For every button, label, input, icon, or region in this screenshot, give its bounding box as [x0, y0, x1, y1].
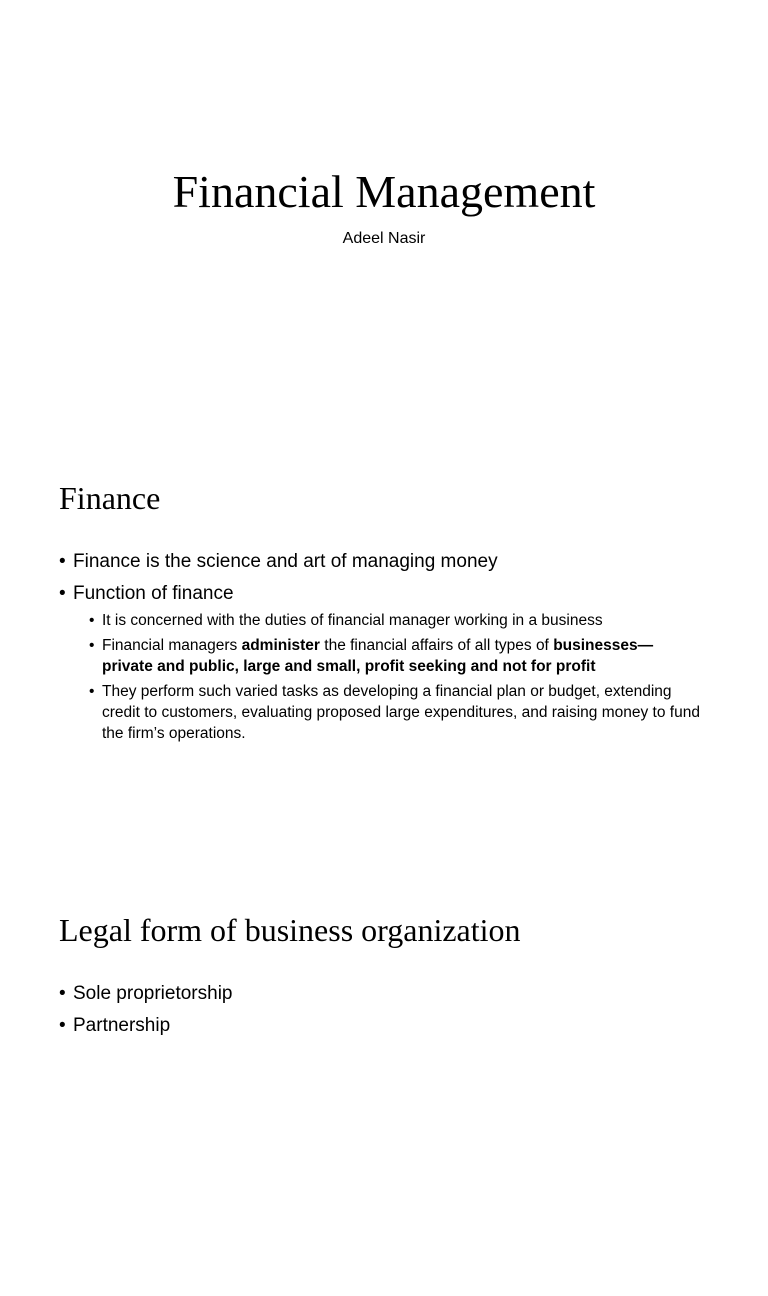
sub-bullet-text-part: the financial affairs of all types of	[319, 637, 554, 654]
legal-form-slide	[0, 864, 768, 1296]
bullet-icon: •	[59, 551, 66, 572]
legal-form-heading: Legal form of business organization	[59, 912, 521, 948]
bullet-icon: •	[89, 637, 95, 654]
list-item	[59, 550, 719, 574]
finance-sub-bullet-list	[73, 610, 719, 744]
author-name: Adeel Nasir	[342, 230, 426, 247]
finance-heading: Finance	[59, 480, 161, 516]
title-slide	[0, 0, 768, 432]
bullet-icon: •	[59, 983, 66, 1004]
sub-list-item	[89, 681, 702, 744]
bullet-text: Finance is the science and art of managing money	[73, 551, 498, 572]
sub-bullet-bold-text: businesses—private and public, large and small, profit seeking and not for profit	[102, 637, 654, 675]
finance-bullet-list	[59, 550, 719, 752]
list-item	[59, 982, 719, 1006]
legal-form-bullet-list	[59, 982, 719, 1046]
sub-bullet-text-part: Financial managers	[102, 637, 242, 654]
sub-bullet-text: They perform such varied tasks as developing a financial plan or budget, extending credit to customers, evaluating proposed large expenditures, and raising money to fund the firm’s operations.	[102, 683, 700, 742]
bullet-text: Sole proprietorship	[73, 983, 233, 1004]
sub-bullet-text: It is concerned with the duties of financial manager working in a business	[102, 612, 603, 629]
list-item	[59, 582, 719, 744]
bullet-icon: •	[59, 1015, 66, 1036]
list-item	[59, 1014, 719, 1038]
sub-list-item	[89, 635, 702, 677]
sub-list-item	[89, 610, 702, 631]
sub-bullet-bold-text: administer	[241, 637, 320, 654]
bullet-icon: •	[59, 583, 66, 604]
bullet-icon: •	[89, 683, 95, 700]
bullet-text: Partnership	[73, 1015, 171, 1036]
bullet-icon: •	[89, 612, 95, 629]
presentation-title: Financial Management	[172, 166, 596, 217]
bullet-text: Function of finance	[73, 583, 234, 604]
finance-slide	[0, 432, 768, 864]
